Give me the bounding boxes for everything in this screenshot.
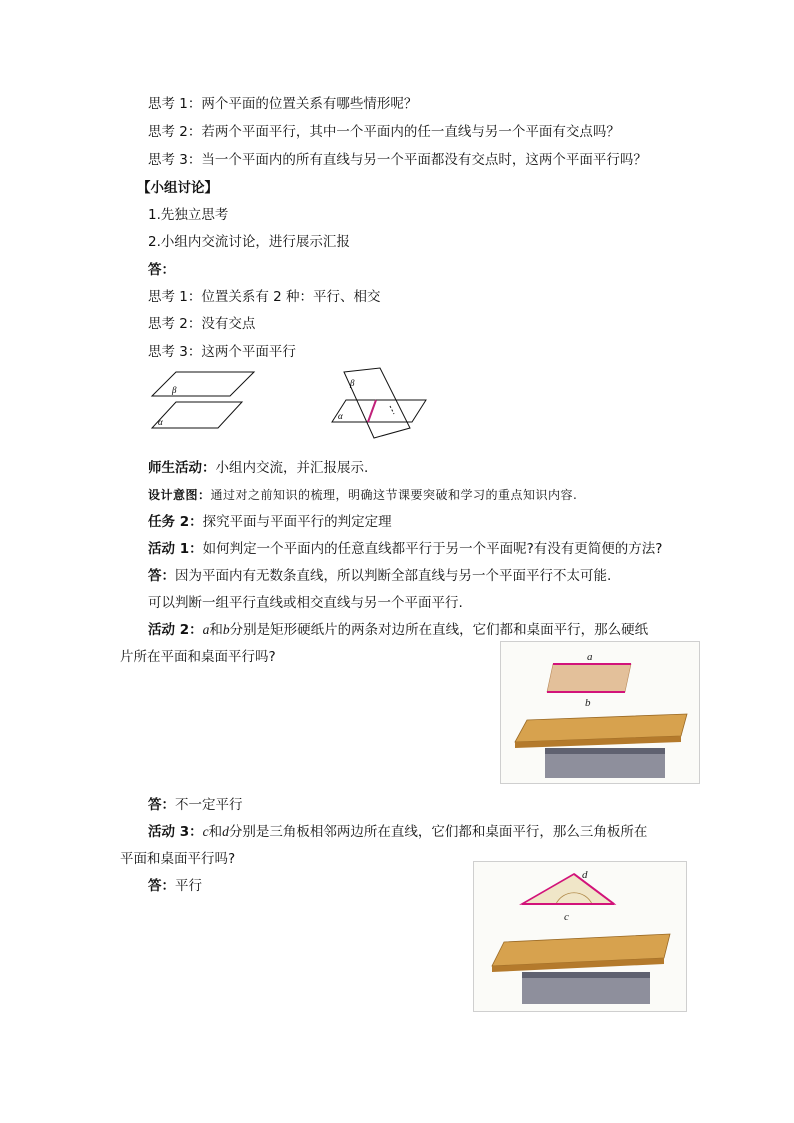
activity1-answer-line xyxy=(148,567,611,585)
activity1-text: 如何判定一个平面内的任意直线都平行于另一个平面呢?有没有更简便的方法? xyxy=(202,541,663,557)
hidden-edge xyxy=(390,406,394,414)
triangle-desk-illustration xyxy=(474,862,686,1011)
design-intent-line xyxy=(148,486,577,504)
task2-label: 任务 2： xyxy=(148,514,203,530)
activity3-answer: 平行 xyxy=(175,878,202,894)
var-a: a xyxy=(202,622,210,637)
cardboard-desk-photo xyxy=(500,641,700,784)
activity2-answer-label: 答： xyxy=(148,797,175,813)
group-discussion-heading: 【小组讨论】 xyxy=(137,180,218,196)
intersecting-planes-figure xyxy=(328,366,430,442)
group-step-2: 2.小组内交流讨论，进行展示汇报 xyxy=(148,234,350,250)
answer-1: 思考 1：位置关系有 2 种：平行、相交 xyxy=(148,289,381,305)
activity1-line xyxy=(148,540,662,558)
activity-text: 小组内交流，并汇报展示. xyxy=(215,460,369,476)
intersection-line xyxy=(368,400,376,422)
cardboard-rectangle xyxy=(547,664,631,692)
activity3-text-and: 和 xyxy=(208,824,223,840)
var-c: c xyxy=(202,824,209,839)
activity-line xyxy=(148,459,368,477)
activity3-line-2: 平面和桌面平行吗? xyxy=(120,851,236,867)
activity3-answer-label: 答： xyxy=(148,878,175,894)
desk-base-shadow xyxy=(545,748,665,754)
answer-3: 思考 3：这两个平面平行 xyxy=(148,344,296,360)
var-d: d xyxy=(222,824,229,839)
var-b: b xyxy=(222,622,230,637)
plane-alpha-shape xyxy=(332,400,426,422)
activity1-answer: 因为平面内有无数条直线，所以判断全部直线与另一个平面平行不太可能. xyxy=(175,568,612,584)
activity1-label: 活动 1： xyxy=(148,541,203,557)
label-b: b xyxy=(585,697,591,709)
task2-text: 探究平面与平面平行的判定定理 xyxy=(202,514,392,530)
alpha-label: α xyxy=(338,411,343,421)
group-step-1: 1.先独立思考 xyxy=(148,207,229,223)
plane-alpha-shape xyxy=(152,402,242,428)
plane-beta-shape xyxy=(152,372,254,396)
think-question-1: 思考 1：两个平面的位置关系有哪些情形呢？ xyxy=(148,96,418,112)
cardboard-desk-illustration xyxy=(501,642,699,783)
activity3-answer-line xyxy=(148,877,202,895)
triangle-ruler xyxy=(522,874,614,904)
parallel-planes-figure xyxy=(148,368,258,434)
activity3-label: 活动 3： xyxy=(148,824,203,840)
activity2-line xyxy=(148,621,648,639)
think-question-3: 思考 3：当一个平面内的所有直线与另一个平面都没有交点时，这两个平面平行吗？ xyxy=(148,152,647,168)
label-a: a xyxy=(587,651,593,663)
activity3-line xyxy=(148,823,647,841)
activity2-text-and: 和 xyxy=(209,622,223,638)
label-d: d xyxy=(582,869,588,881)
desk-base-shadow xyxy=(522,972,650,978)
activity2-label: 活动 2： xyxy=(148,622,203,638)
activity1-answer-2: 可以判断一组平行直线或相交直线与另一个平面平行. xyxy=(148,595,463,611)
activity2-answer-line xyxy=(148,796,243,814)
task2-line xyxy=(148,513,392,531)
activity3-text: 分别是三角板相邻两边所在直线，它们都和桌面平行，那么三角板所在 xyxy=(228,824,648,840)
activity2-line-2: 片所在平面和桌面平行吗? xyxy=(120,649,276,665)
beta-label: β xyxy=(172,385,177,395)
alpha-label: α xyxy=(158,417,163,427)
triangle-desk-photo xyxy=(473,861,687,1012)
beta-label: β xyxy=(350,378,355,388)
answer-2: 思考 2：没有交点 xyxy=(148,316,256,332)
answer-label: 答： xyxy=(148,262,175,278)
design-intent-text: 通过对之前知识的梳理，明确这节课要突破和学习的重点知识内容. xyxy=(210,488,578,502)
design-intent-label: 设计意图： xyxy=(148,488,211,502)
activity2-text: 分别是矩形硬纸片的两条对边所在直线，它们都和桌面平行，那么硬纸 xyxy=(229,622,649,638)
think-question-2: 思考 2：若两个平面平行，其中一个平面内的任一直线与另一个平面有交点吗？ xyxy=(148,124,620,140)
activity-label: 师生活动： xyxy=(148,460,216,476)
activity1-answer-label: 答： xyxy=(148,568,175,584)
label-c: c xyxy=(564,911,569,923)
activity2-answer: 不一定平行 xyxy=(175,797,243,813)
